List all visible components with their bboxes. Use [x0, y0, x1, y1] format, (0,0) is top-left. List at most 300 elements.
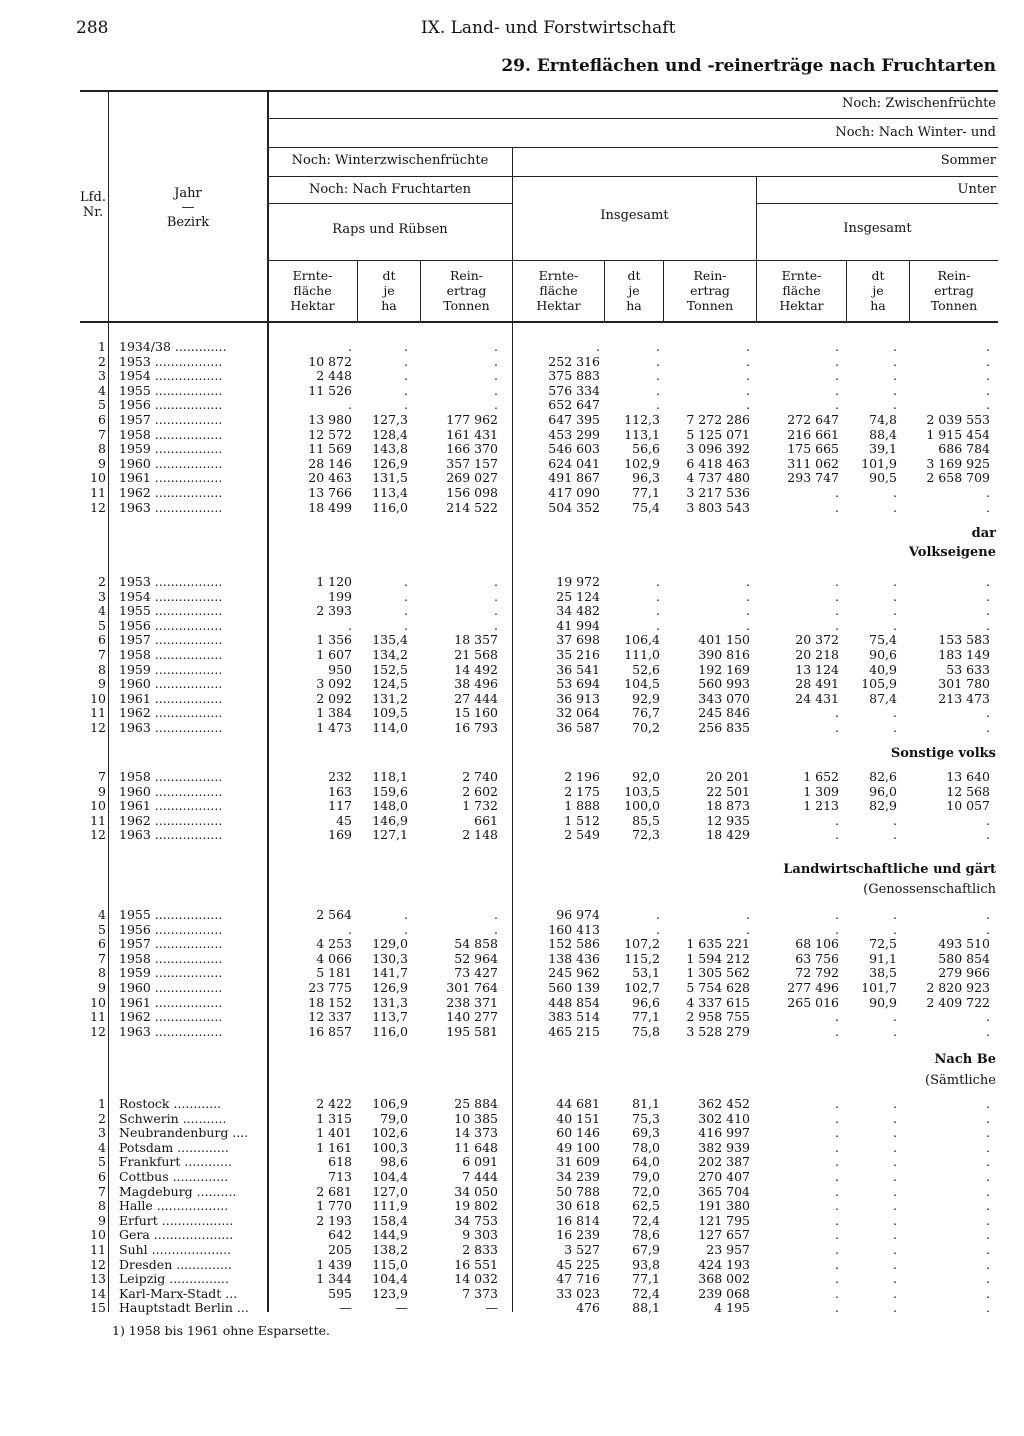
table-cell: 152,5 — [372, 661, 408, 677]
table-cell: 14 032 — [454, 1271, 498, 1287]
table-cell: 75,3 — [632, 1110, 660, 1126]
table-cell: 4 066 — [316, 950, 352, 966]
table-cell: . — [835, 1139, 839, 1155]
table-row — [0, 1155, 1024, 1170]
table-row — [0, 937, 1024, 952]
table-cell: . — [835, 1198, 839, 1214]
table-cell: 115,2 — [624, 950, 660, 966]
row-number: 6 — [98, 632, 106, 648]
table-cell: . — [656, 588, 660, 604]
table-cell: 76,7 — [632, 705, 660, 721]
table-row — [0, 1170, 1024, 1185]
table-cell: — — [485, 1300, 498, 1316]
row-label: 1963 ................. — [119, 1024, 223, 1039]
table-cell: . — [835, 588, 839, 604]
table-cell: 117 — [328, 798, 352, 814]
table-cell: 560 139 — [548, 980, 600, 995]
table-row — [0, 828, 1024, 843]
table-cell: 104,4 — [372, 1271, 408, 1287]
table-cell: . — [986, 1110, 990, 1126]
table-cell: 256 835 — [698, 720, 750, 735]
table-cell: 36 541 — [556, 661, 600, 677]
table-cell: . — [893, 353, 897, 369]
row-number: 6 — [98, 1169, 106, 1184]
table-cell: 153 583 — [938, 632, 990, 648]
table-cell: . — [746, 353, 750, 369]
header-rule — [268, 260, 998, 261]
table-cell: 14 373 — [454, 1125, 498, 1141]
table-cell: 13 980 — [308, 412, 352, 427]
table-cell: 16 814 — [556, 1212, 600, 1228]
table-cell: 576 334 — [548, 382, 600, 398]
table-cell: 213 473 — [938, 690, 990, 706]
table-cell: 1 213 — [803, 798, 839, 814]
table-cell: . — [404, 588, 408, 604]
table-cell: 128,4 — [372, 426, 408, 442]
table-row — [0, 1025, 1024, 1040]
row-label: 1953 ................. — [119, 354, 223, 369]
table-cell: 16 551 — [454, 1256, 498, 1272]
table-cell: 127,0 — [372, 1183, 408, 1199]
table-cell: . — [746, 574, 750, 589]
table-cell: . — [404, 617, 408, 633]
row-label: 1957 ................. — [119, 633, 223, 648]
table-cell: . — [835, 720, 839, 735]
table-cell: 22 501 — [706, 783, 750, 799]
table-cell: . — [656, 907, 660, 922]
table-cell: . — [348, 921, 352, 937]
table-cell: 238 371 — [446, 994, 498, 1010]
table-cell: — — [339, 1300, 352, 1316]
table-cell: . — [656, 397, 660, 413]
table-cell: . — [656, 339, 660, 354]
table-cell: . — [494, 353, 498, 369]
table-cell: . — [986, 1169, 990, 1184]
row-label: 1963 ................. — [119, 500, 223, 515]
row-label: 1956 ................. — [119, 398, 223, 413]
table-cell: 1 652 — [803, 769, 839, 784]
table-cell: 191 380 — [698, 1198, 750, 1214]
table-cell: 72,0 — [632, 1183, 660, 1199]
table-cell: 72,5 — [869, 936, 897, 952]
table-cell: . — [494, 397, 498, 413]
table-cell: . — [986, 339, 990, 354]
col-header-reinertrag: Rein- ertrag Tonnen — [443, 268, 490, 313]
table-cell: . — [835, 499, 839, 515]
table-cell: 343 070 — [698, 690, 750, 706]
table-cell: . — [986, 1300, 990, 1316]
table-cell: 82,9 — [869, 798, 897, 814]
table-cell: . — [835, 617, 839, 633]
row-label: 1955 ................. — [119, 604, 223, 619]
table-cell: 416 997 — [698, 1125, 750, 1141]
table-cell: 11 526 — [308, 382, 352, 398]
table-cell: . — [656, 382, 660, 398]
table-cell: 2 092 — [316, 690, 352, 706]
header-rule — [268, 147, 998, 148]
table-cell: 92,0 — [632, 769, 660, 784]
row-label: 1959 ................. — [119, 662, 223, 677]
section-label-genossenschaftlich: (Genossenschaftlich — [863, 882, 996, 897]
table-cell: 661 — [474, 812, 498, 828]
table-cell: 476 — [576, 1300, 600, 1316]
table-cell: . — [893, 617, 897, 633]
table-cell: 49 100 — [556, 1139, 600, 1155]
table-cell: 14 492 — [454, 661, 498, 677]
table-cell: . — [494, 907, 498, 922]
table-cell: 2 740 — [462, 769, 498, 784]
row-label: 1954 ................. — [119, 369, 223, 384]
table-cell: 3 092 — [316, 676, 352, 692]
table-cell: 93,8 — [632, 1256, 660, 1272]
section-label-sonstige: Sonstige volks — [890, 746, 996, 761]
table-cell: . — [893, 1271, 897, 1287]
table-cell: 1 120 — [316, 574, 352, 589]
table-row — [0, 384, 1024, 399]
table-cell: . — [746, 617, 750, 633]
table-cell: 35 216 — [556, 647, 600, 662]
table-cell: 2 422 — [316, 1096, 352, 1111]
table-cell: 62,5 — [632, 1198, 660, 1214]
row-number: 13 — [90, 1271, 106, 1287]
row-label: 1957 ................. — [119, 937, 223, 952]
row-number: 3 — [98, 588, 106, 604]
table-cell: 34 239 — [556, 1169, 600, 1184]
row-label: 1963 ................. — [119, 721, 223, 735]
table-cell: 375 883 — [548, 368, 600, 384]
table-cell: . — [835, 1212, 839, 1228]
table-row — [0, 706, 1024, 721]
table-cell: 277 496 — [787, 980, 839, 995]
table-cell: . — [835, 1125, 839, 1141]
table-cell: . — [835, 1009, 839, 1025]
row-label: 1959 ................. — [119, 442, 223, 457]
table-cell: . — [404, 907, 408, 922]
table-cell: . — [746, 921, 750, 937]
table-cell: 27 444 — [454, 690, 498, 706]
table-cell: 199 — [328, 588, 352, 604]
row-label: 1963 ................. — [119, 828, 223, 843]
table-cell: 56,6 — [632, 441, 660, 457]
table-cell: . — [986, 603, 990, 619]
table-cell: . — [986, 588, 990, 604]
table-cell: . — [835, 1271, 839, 1287]
table-cell: . — [835, 397, 839, 413]
table-cell: 31 609 — [556, 1154, 600, 1170]
row-number: 8 — [98, 1198, 106, 1214]
table-cell: . — [835, 1023, 839, 1039]
table-row — [0, 1097, 1024, 1112]
row-label: Schwerin ........... — [119, 1111, 227, 1126]
table-cell: 1 607 — [316, 647, 352, 662]
table-cell: 106,9 — [372, 1096, 408, 1111]
table-row — [0, 398, 1024, 413]
table-cell: 134,2 — [372, 647, 408, 662]
table-cell: 1 594 212 — [686, 950, 750, 966]
table-cell: . — [835, 603, 839, 619]
table-cell: . — [893, 1009, 897, 1025]
table-cell: 45 — [336, 812, 352, 828]
row-number: 9 — [98, 1212, 106, 1228]
row-number: 9 — [98, 455, 106, 471]
table-row — [0, 590, 1024, 605]
table-cell: 302 410 — [698, 1110, 750, 1126]
table-cell: . — [835, 1227, 839, 1243]
table-cell: 652 647 — [548, 397, 600, 413]
table-cell: . — [656, 353, 660, 369]
row-number: 8 — [98, 441, 106, 457]
table-cell: 195 581 — [446, 1023, 498, 1039]
table-cell: 79,0 — [632, 1169, 660, 1184]
table-row — [0, 677, 1024, 692]
table-cell: 52 964 — [454, 950, 498, 966]
row-label: 1960 ................. — [119, 981, 223, 995]
col-header-dt-je-ha: dt je ha — [626, 268, 642, 313]
table-cell: 2 681 — [316, 1183, 352, 1199]
table-cell: . — [746, 603, 750, 619]
table-cell: 1 161 — [316, 1139, 352, 1155]
table-cell: 127 657 — [698, 1227, 750, 1243]
table-row — [0, 471, 1024, 486]
table-cell: 96,3 — [632, 470, 660, 486]
table-cell: 100,3 — [372, 1139, 408, 1155]
table-cell: 1 770 — [316, 1198, 352, 1214]
table-cell: 595 — [328, 1285, 352, 1301]
table-cell: 127,3 — [372, 412, 408, 427]
section-label-saemtliche: (Sämtliche — [925, 1073, 996, 1088]
table-cell: 1 356 — [316, 632, 352, 648]
table-cell: 30 618 — [556, 1198, 600, 1214]
table-cell: 465 215 — [548, 1023, 600, 1039]
table-row — [0, 1112, 1024, 1127]
table-cell: 88,1 — [632, 1300, 660, 1316]
table-cell: 38 496 — [454, 676, 498, 692]
col-header-flaeche: Ernte- fläche Hektar — [536, 268, 581, 313]
table-cell: . — [986, 812, 990, 828]
table-cell: 112,3 — [624, 412, 660, 427]
table-cell: . — [893, 705, 897, 721]
header-winter-und: Noch: Nach Winter- und — [835, 125, 996, 140]
table-cell: . — [494, 588, 498, 604]
table-cell: 113,1 — [624, 426, 660, 442]
row-label: Neubrandenburg .... — [119, 1126, 249, 1141]
table-cell: . — [893, 1242, 897, 1257]
table-cell: 77,1 — [632, 1271, 660, 1287]
table-cell: . — [986, 368, 990, 384]
table-cell: . — [494, 921, 498, 937]
table-cell: 33 023 — [556, 1285, 600, 1301]
table-cell: . — [986, 574, 990, 589]
table-row — [0, 908, 1024, 923]
table-cell: 1 305 562 — [686, 965, 750, 981]
table-cell: . — [986, 1242, 990, 1257]
table-cell: . — [404, 339, 408, 354]
table-cell: 88,4 — [869, 426, 897, 442]
table-cell: 102,9 — [624, 455, 660, 471]
table-cell: 2 833 — [462, 1242, 498, 1257]
table-cell: 10 057 — [946, 798, 990, 814]
table-row — [0, 785, 1024, 800]
table-cell: 158,4 — [372, 1212, 408, 1228]
table-cell: 113,4 — [372, 485, 408, 500]
table-row — [0, 604, 1024, 619]
table-cell: 686 784 — [938, 441, 990, 457]
row-number: 2 — [98, 574, 106, 589]
table-row — [0, 457, 1024, 472]
row-number: 12 — [90, 1023, 106, 1039]
table-cell: 192 169 — [698, 661, 750, 677]
table-cell: . — [893, 603, 897, 619]
table-cell: 78,0 — [632, 1139, 660, 1155]
table-cell: 72,4 — [632, 1285, 660, 1301]
table-cell: 148,0 — [372, 798, 408, 814]
row-label: 1960 ................. — [119, 677, 223, 692]
table-cell: . — [893, 339, 897, 354]
table-cell: . — [986, 921, 990, 937]
table-cell: 2 602 — [462, 783, 498, 799]
table-cell: 4 737 480 — [686, 470, 750, 486]
table-cell: 3 527 — [564, 1242, 600, 1257]
table-cell: 580 854 — [938, 950, 990, 966]
table-cell: 214 522 — [446, 499, 498, 515]
table-cell: 232 — [328, 769, 352, 784]
table-row — [0, 952, 1024, 967]
table-cell: 2 820 923 — [926, 980, 990, 995]
table-cell: . — [835, 353, 839, 369]
table-cell: 90,5 — [869, 470, 897, 486]
table-cell: 121 795 — [698, 1212, 750, 1228]
table-row — [0, 413, 1024, 428]
header-winterzwischenfruechte: Noch: Winterzwischenfrüchte — [291, 153, 489, 168]
table-cell: 106,4 — [624, 632, 660, 648]
table-cell: 111,0 — [624, 647, 660, 662]
header-rule — [756, 203, 998, 204]
table-cell: . — [893, 574, 897, 589]
table-cell: . — [656, 574, 660, 589]
table-cell: 101,7 — [861, 980, 897, 995]
table-cell: . — [835, 339, 839, 354]
table-cell: . — [986, 1096, 990, 1111]
table-cell: 104,5 — [624, 676, 660, 692]
header-top-rule — [80, 90, 998, 92]
table-cell: . — [404, 368, 408, 384]
table-cell: . — [893, 1212, 897, 1228]
row-number: 11 — [90, 705, 106, 721]
table-cell: 491 867 — [548, 470, 600, 486]
table-cell: 20 201 — [706, 769, 750, 784]
row-number: 4 — [98, 382, 106, 398]
table-cell: 143,8 — [372, 441, 408, 457]
table-cell: . — [835, 1242, 839, 1257]
header-dash: — — [181, 200, 195, 215]
table-cell: 368 002 — [698, 1271, 750, 1287]
table-cell: 131,2 — [372, 690, 408, 706]
table-cell: . — [986, 705, 990, 721]
row-label: Cottbus .............. — [119, 1170, 229, 1184]
table-row — [0, 1185, 1024, 1200]
table-cell: 177 962 — [446, 412, 498, 427]
table-cell: 245 962 — [548, 965, 600, 981]
table-cell: . — [893, 485, 897, 500]
table-cell: 2 039 553 — [926, 412, 990, 427]
row-label: 1957 ................. — [119, 413, 223, 427]
table-cell: 2 564 — [316, 907, 352, 922]
table-row — [0, 1287, 1024, 1302]
table-cell: 546 603 — [548, 441, 600, 457]
table-cell: . — [986, 1125, 990, 1141]
row-label: Frankfurt ............ — [119, 1155, 233, 1170]
row-label: 1961 ................. — [119, 691, 223, 706]
table-cell: . — [893, 720, 897, 735]
row-number: 12 — [90, 720, 106, 735]
table-cell: 75,4 — [869, 632, 897, 648]
table-row — [0, 996, 1024, 1011]
table-cell: 152 586 — [548, 936, 600, 952]
table-cell: 2 175 — [564, 783, 600, 799]
table-cell: . — [835, 368, 839, 384]
table-cell: 362 452 — [698, 1096, 750, 1111]
row-label: Rostock ............ — [119, 1097, 222, 1111]
row-number: 9 — [98, 980, 106, 995]
table-cell: . — [746, 588, 750, 604]
table-cell: 383 514 — [548, 1009, 600, 1025]
table-cell: 293 747 — [787, 470, 839, 486]
table-cell: . — [986, 1256, 990, 1272]
table-row — [0, 633, 1024, 648]
table-cell: 20 218 — [795, 647, 839, 662]
table-cell: . — [596, 339, 600, 354]
table-cell: 36 913 — [556, 690, 600, 706]
table-cell: . — [893, 588, 897, 604]
table-cell: 67,9 — [632, 1242, 660, 1257]
table-cell: 504 352 — [548, 499, 600, 515]
table-cell: 382 939 — [698, 1139, 750, 1155]
table-cell: 92,9 — [632, 690, 660, 706]
table-cell: 101,9 — [861, 455, 897, 471]
table-cell: 357 157 — [446, 455, 498, 471]
row-number: 10 — [90, 470, 106, 486]
table-cell: 453 299 — [548, 426, 600, 442]
table-cell: . — [986, 1183, 990, 1199]
table-cell: 72 792 — [795, 965, 839, 981]
table-cell: 141,7 — [372, 965, 408, 981]
table-cell: 5 181 — [316, 965, 352, 981]
table-cell: 115,0 — [372, 1256, 408, 1272]
table-cell: 301 764 — [446, 980, 498, 995]
row-label: Erfurt .................. — [119, 1213, 234, 1228]
table-cell: 70,2 — [632, 720, 660, 735]
table-cell: . — [656, 617, 660, 633]
row-number: 11 — [90, 485, 106, 500]
row-number: 10 — [90, 690, 106, 706]
table-cell: 1 635 221 — [686, 936, 750, 952]
table-row — [0, 575, 1024, 590]
table-cell: 424 193 — [698, 1256, 750, 1272]
table-cell: 11 569 — [308, 441, 352, 457]
table-row — [0, 799, 1024, 814]
table-cell: . — [494, 574, 498, 589]
table-cell: 53 633 — [946, 661, 990, 677]
table-row — [0, 1243, 1024, 1258]
row-number: 9 — [98, 783, 106, 799]
row-label: Gera .................... — [119, 1228, 234, 1243]
table-row — [0, 619, 1024, 634]
table-cell: . — [835, 1285, 839, 1301]
table-cell: 129,0 — [372, 936, 408, 952]
row-label: 1959 ................. — [119, 966, 223, 981]
table-cell: 60 146 — [556, 1125, 600, 1141]
table-cell: 2 549 — [564, 827, 600, 843]
